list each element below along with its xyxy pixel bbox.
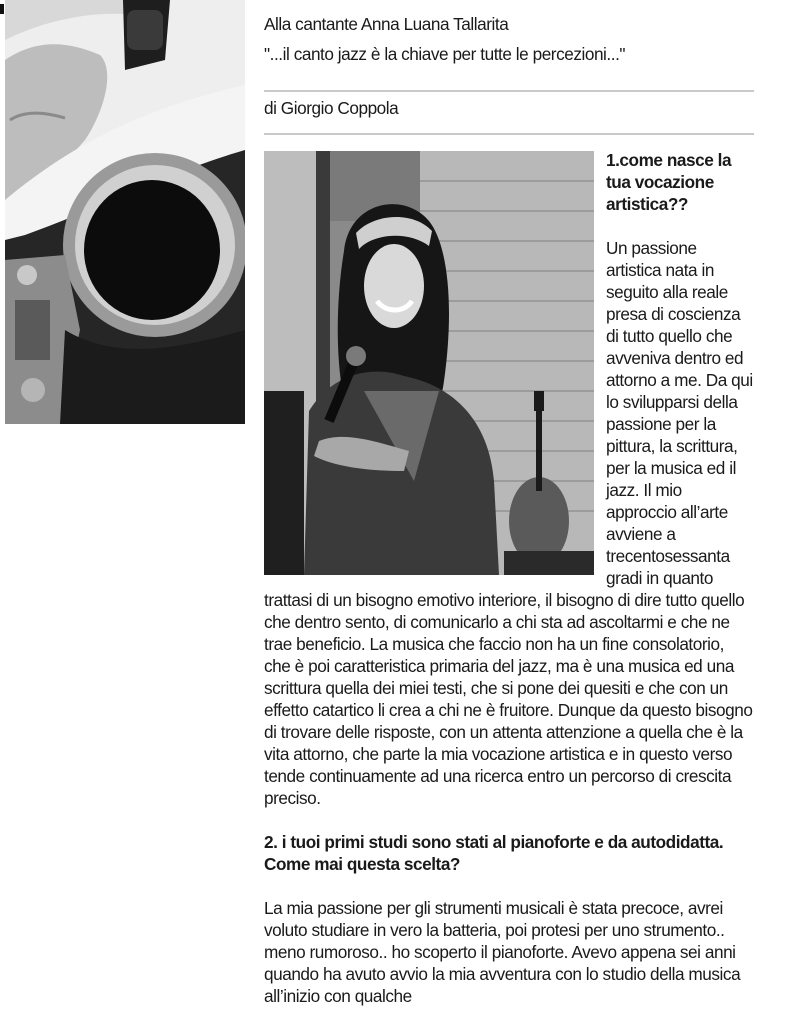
article-body bbox=[264, 149, 754, 1024]
saxophone-illustration bbox=[5, 0, 245, 424]
answer-2: La mia passione per gli strumenti musicali è stata precoce, avrei voluto studiare in vero la batteria, poi protesi per uno strumento.. meno rumoroso.. ho scoperto il pianoforte. Avevo appena sei anni quando ha avuto avvio la mia avventura con lo studio della musica all’inizio con qualche bbox=[264, 898, 741, 1006]
singer-photo bbox=[264, 151, 594, 575]
article-subtitle: "...il canto jazz è la chiave per tutte le percezioni..." bbox=[264, 44, 626, 64]
divider bbox=[264, 133, 754, 135]
divider bbox=[264, 90, 754, 92]
singer-illustration bbox=[264, 151, 594, 575]
answer-1: Un passione artistica nata in seguito alla reale presa di coscienza di tutto quello che avveniva dentro ed attorno a me. Da qui lo svilupparsi della passione per la pittura, la scrittura, per la musica ed il jazz. Il mio approccio all’arte avviene a trecentosessanta gradi in quanto trattasi di un bisogno emotivo interiore, il bisogno di dire tutto quello che dentro sento, di comunicarlo a chi sta ad ascoltarmi e che ne trae beneficio. La musica che faccio non ha un fine consolatorio, che è poi caratteristica primaria del jazz, ma è una musica ed una scrittura quella dei miei testi, che si pone dei quesiti e che con un effetto catartico li crea a chi ne è fruitore. Dunque da questo bisogno di trovare delle risposte, con un attenta attenzione a quella che è la vita attorno, che parte la mia vocazione artistica e in questo verso tende continuamente ad una ricerca entro un percorso di crescita preciso. bbox=[264, 238, 753, 808]
article-title: Alla cantante Anna Luana Tallarita bbox=[264, 14, 509, 34]
question-2: 2. i tuoi primi studi sono stati al pianoforte e da autodidatta. Come mai questa scelta? bbox=[264, 832, 724, 874]
edge-mark bbox=[0, 4, 4, 14]
saxophone-photo bbox=[5, 0, 245, 424]
byline: di Giorgio Coppola bbox=[264, 98, 399, 118]
question-1: 1.come nasce la tua vocazione artistica?? bbox=[606, 150, 732, 214]
